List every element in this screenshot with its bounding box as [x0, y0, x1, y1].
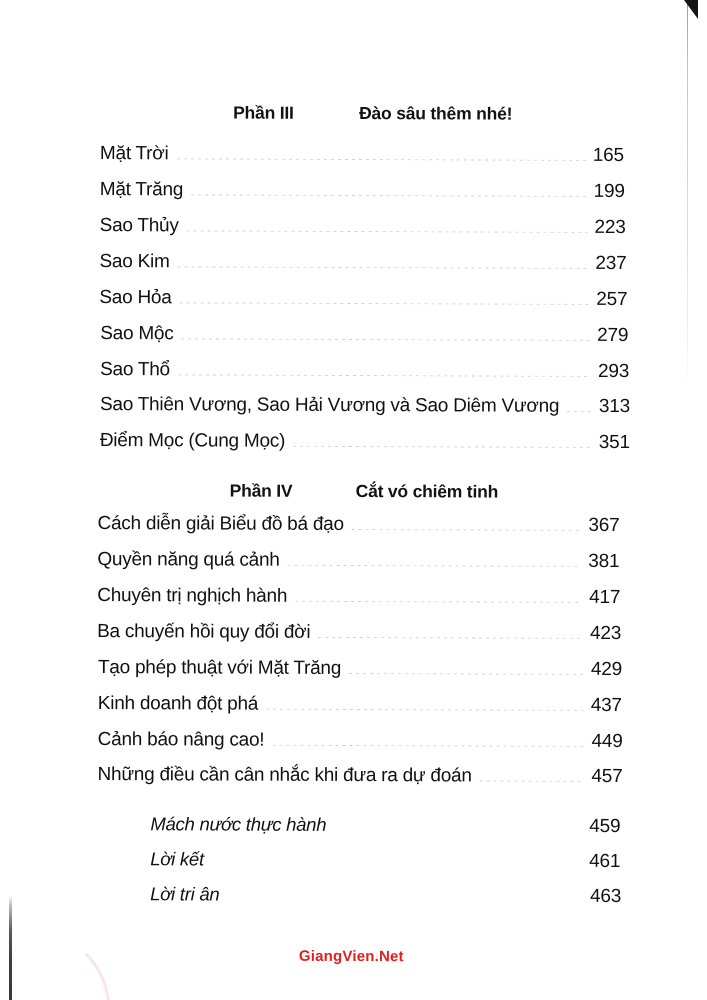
toc-entry-page: 381: [588, 550, 620, 573]
toc-entry[interactable]: [98, 657, 622, 685]
toc-entry-title: Kinh doanh đột phá: [97, 693, 259, 715]
dot-leader: [266, 709, 584, 711]
toc-entry-title: Sao Hỏa: [99, 287, 172, 309]
toc-entry-title: Mặt Trăng: [99, 179, 184, 201]
toc-entry[interactable]: [100, 430, 630, 458]
watermark-text: GiangVien.Net: [298, 947, 404, 966]
toc-entry-page: 417: [589, 586, 621, 609]
dot-leader: [176, 158, 585, 161]
toc-entry-title: Chuyên trị nghịch hành: [97, 585, 288, 607]
toc-entry-title: Mặt Trời: [99, 143, 169, 165]
dot-leader: [187, 230, 588, 233]
toc-entry-page: 313: [598, 395, 631, 418]
toc-entry[interactable]: [97, 621, 621, 649]
dot-leader: [567, 411, 592, 412]
dot-leader: [178, 266, 589, 269]
dot-leader: [288, 565, 582, 567]
toc-entry-page: 367: [588, 514, 620, 537]
scan-edge-right: [687, 0, 688, 390]
toc-entry[interactable]: [100, 215, 626, 243]
toc-entry-page: 449: [591, 730, 623, 753]
toc-entry-title: Lời kết: [150, 848, 204, 870]
toc-entry-page: 437: [590, 694, 622, 717]
toc-entry[interactable]: [100, 323, 628, 351]
toc-entry-title: Sao Kim: [99, 251, 170, 273]
dot-leader: [180, 302, 590, 305]
site-watermark: [0, 947, 705, 967]
part-label-4: Phần IV: [229, 480, 293, 501]
toc-entry-title: Mách nước thực hành: [150, 813, 327, 835]
dot-leader: [293, 446, 592, 448]
toc-entry-title: Sao Mộc: [100, 323, 174, 345]
dot-leader: [178, 374, 591, 377]
toc-entry[interactable]: [100, 359, 629, 387]
dot-leader: [295, 601, 582, 603]
dot-leader: [181, 338, 590, 341]
toc-entry-title: Cách diễn giải Biểu đồ bá đạo: [97, 513, 344, 535]
toc-entry[interactable]: [100, 394, 630, 422]
dot-leader: [318, 637, 583, 639]
toc-entry-title: Điểm Mọc (Cung Mọc): [99, 430, 286, 452]
toc-entry-page: 223: [594, 216, 626, 239]
toc-entry-page: 165: [592, 144, 624, 167]
part-title-4: Cắt vó chiêm tinh: [355, 481, 499, 502]
toc-entry-page: 463: [589, 885, 622, 908]
dot-leader: [212, 864, 582, 866]
toc-entry-title: Ba chuyến hồi quy đổi đời: [97, 621, 311, 643]
toc-entry-page: 423: [589, 622, 622, 645]
toc-entry[interactable]: [150, 883, 621, 911]
dot-leader: [349, 673, 584, 675]
toc-entry-page: 459: [589, 815, 621, 838]
toc-entry[interactable]: [97, 549, 619, 577]
dot-leader: [191, 194, 587, 197]
dot-leader: [352, 529, 582, 531]
toc-entry[interactable]: [98, 764, 623, 792]
toc-entry-page: 429: [590, 658, 623, 681]
dot-leader: [227, 900, 583, 902]
toc-entry[interactable]: [97, 513, 619, 541]
toc-entry[interactable]: [99, 251, 626, 279]
toc-entry-page: 457: [591, 765, 623, 788]
toc-entry-page: 351: [598, 431, 630, 454]
toc-entry[interactable]: [98, 693, 622, 721]
part-label-3: Phần III: [233, 102, 294, 123]
part-title-3: Đào sâu thêm nhé!: [359, 103, 513, 124]
toc-entry-page: 279: [597, 324, 629, 347]
toc-entry-page: 199: [593, 180, 625, 203]
toc-entry[interactable]: [98, 729, 623, 757]
toc-entry-title: Sao Thủy: [99, 215, 179, 237]
toc-entry-page: 293: [597, 360, 630, 383]
toc-entry-title: Tạo phép thuật với Mặt Trăng: [97, 657, 342, 679]
toc-entry-page: 237: [595, 252, 627, 275]
toc-entry-title: Cảnh báo nâng cao!: [97, 729, 265, 751]
toc-entry[interactable]: [100, 143, 624, 171]
toc-entry-title: Lời tri ân: [150, 883, 220, 905]
toc-entry[interactable]: [150, 848, 620, 876]
toc-entry[interactable]: [99, 287, 627, 315]
toc-entry[interactable]: [150, 813, 620, 841]
dot-leader: [334, 830, 582, 832]
dot-leader: [272, 745, 584, 747]
toc-entry-title: Quyền năng quá cảnh: [97, 549, 280, 571]
toc-entry-page: 461: [589, 850, 621, 873]
toc-entry-page: 257: [596, 288, 628, 311]
toc-entry[interactable]: [97, 585, 620, 613]
toc-entry[interactable]: [100, 179, 625, 207]
toc-entry-title: Sao Thổ: [100, 359, 170, 381]
toc-entry-title: Những điều cần cân nhắc khi đưa ra dự đoán: [97, 764, 472, 787]
dot-leader: [480, 780, 585, 781]
toc-entry-title: Sao Thiên Vương, Sao Hải Vương và Sao Diêm Vương: [99, 394, 560, 417]
